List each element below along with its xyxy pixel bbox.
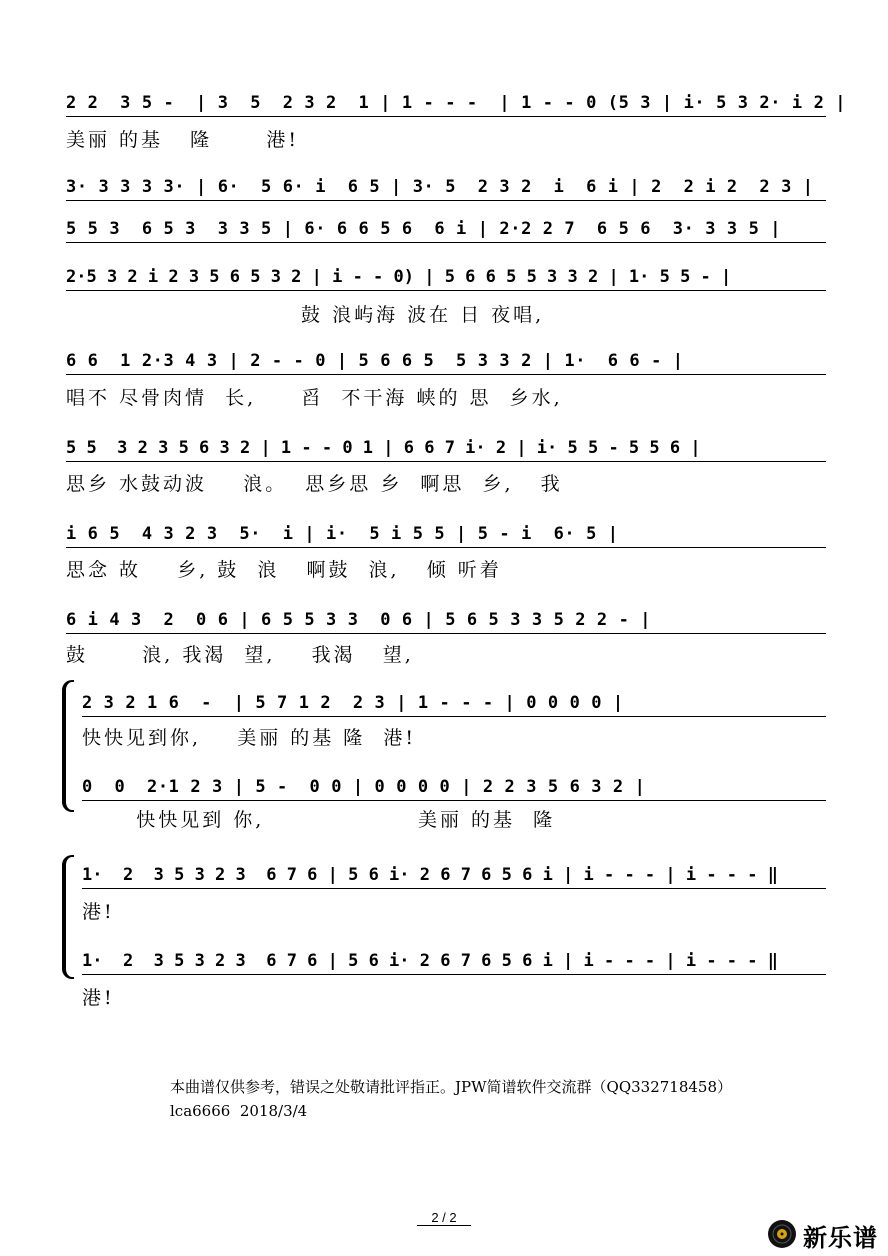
lyrics-row-11: 港! bbox=[82, 901, 115, 923]
lyrics-row-7: 思念 故 乡, 鼓 浪 啊鼓 浪, 倾 听着 bbox=[66, 559, 502, 581]
logo-text: 新乐谱 bbox=[803, 1224, 878, 1252]
page-number-text: 2 / 2 bbox=[417, 1210, 470, 1226]
notation-row-11: 1· 2 3 5 3 2 3 6 7 6 | 5 6 i· 2 6 7 6 5 6 i | i - - - | i - - - ‖ bbox=[82, 864, 826, 889]
notation-row-10: 0 0 2·1 2 3 | 5 - 0 0 | 0 0 0 0 | 2 2 3 5 6 3 2 | bbox=[82, 776, 826, 801]
lyrics-row-8: 鼓 浪, 我渴 望, 我渴 望, bbox=[66, 644, 414, 666]
system-bracket-2 bbox=[62, 855, 74, 979]
lyrics-row-4: 鼓 浪屿海 波在 日 夜唱, bbox=[66, 304, 545, 326]
notation-row-1: 2 2 3 5 - | 3 5 2 3 2 1 | 1 - - - | 1 - - 0 (5 3 | i· 5 3 2· i 2 | bbox=[66, 92, 826, 117]
notation-row-9: 2 3 2 1 6 - | 5 7 1 2 2 3 | 1 - - - | 0 0 0 0 | bbox=[82, 692, 826, 717]
page-number bbox=[0, 1210, 888, 1226]
system-bracket-1 bbox=[62, 680, 74, 812]
lyrics-row-6: 思乡 水鼓动波 浪。 思乡思 乡 啊思 乡, 我 bbox=[66, 473, 563, 495]
lyrics-row-9: 快快见到你, 美丽 的基 隆 港! bbox=[82, 727, 416, 749]
footer-author-date: lca6666 2018/3/4 bbox=[170, 1102, 308, 1120]
notation-row-5: 6 6 1 2·3 4 3 | 2 - - 0 | 5 6 6 5 5 3 3 2 | 1· 6 6 - | bbox=[66, 350, 826, 375]
vinyl-record-icon bbox=[767, 1219, 797, 1253]
site-logo bbox=[767, 1218, 878, 1253]
lyrics-row-5: 唱不 尽骨肉情 长, 舀 不干海 峡的 思 乡水, bbox=[66, 387, 563, 409]
notation-row-6: 5 5 3 2 3 5 6 3 2 | 1 - - 0 1 | 6 6 7 i· 2 | i· 5 5 - 5 5 6 | bbox=[66, 437, 826, 462]
notation-row-2: 3· 3 3 3 3· | 6· 5 6· i 6 5 | 3· 5 2 3 2 i 6 i | 2 2 i 2 2 3 | bbox=[66, 176, 826, 201]
notation-row-12: 1· 2 3 5 3 2 3 6 7 6 | 5 6 i· 2 6 7 6 5 6 i | i - - - | i - - - ‖ bbox=[82, 950, 826, 975]
footer-note: 本曲谱仅供参考，错误之处敬请批评指正。JPW简谱软件交流群（QQ332718458） bbox=[170, 1078, 733, 1096]
notation-row-3: 5 5 3 6 5 3 3 3 5 | 6· 6 6 5 6 6 i | 2·2 2 7 6 5 6 3· 3 3 5 | bbox=[66, 218, 826, 243]
notation-row-7: i 6 5 4 3 2 3 5· i | i· 5 i 5 5 | 5 - i 6· 5 | bbox=[66, 523, 826, 548]
notation-row-4: 2·5 3 2 i 2 3 5 6 5 3 2 | i - - 0) | 5 6 6 5 5 3 3 2 | 1· 5 5 - | bbox=[66, 266, 826, 291]
lyrics-row-10: 快快见到 你, 美丽 的基 隆 bbox=[82, 809, 556, 831]
notation-row-8: 6 i 4 3 2 0 6 | 6 5 5 3 3 0 6 | 5 6 5 3 3 5 2 2 - | bbox=[66, 609, 826, 634]
lyrics-row-1: 美丽 的基 隆 港! bbox=[66, 129, 300, 151]
lyrics-row-12: 港! bbox=[82, 987, 115, 1009]
